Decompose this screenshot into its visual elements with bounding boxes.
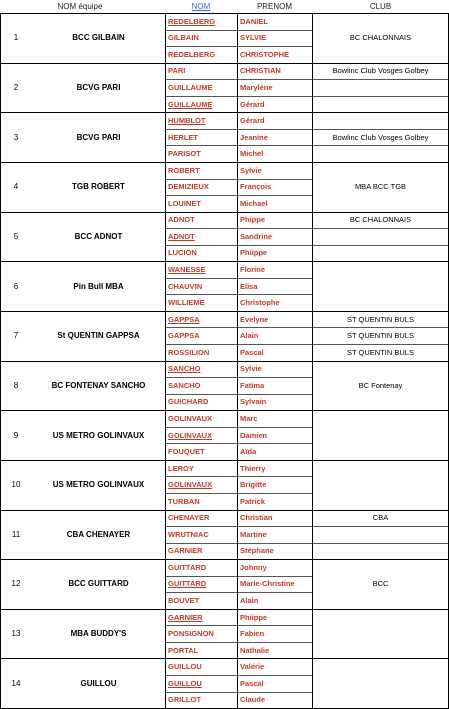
club-row-divider [312, 245, 449, 246]
player-first-name: Patrick [240, 496, 266, 506]
player-first-name: Claude [240, 695, 266, 705]
club-row-divider [312, 543, 449, 544]
row-divider [165, 278, 312, 279]
team-name: BCC GUITTARD [68, 579, 129, 589]
player-last-name: SANCHO [168, 380, 201, 390]
team-number: 7 [13, 331, 19, 341]
player-last-name: PONSIGNON [168, 629, 214, 639]
row-divider [165, 625, 312, 626]
player-club: ST QUENTIN BULS [347, 347, 414, 357]
player-last-name: GOLINVAUX [168, 413, 213, 423]
player-last-name[interactable]: GOLINVAUX [168, 430, 213, 440]
player-first-name: CHRISTOPHE [240, 49, 290, 59]
row-divider [165, 46, 312, 47]
player-first-name: François [240, 182, 272, 192]
player-last-name: GUILLAUME [168, 82, 213, 92]
row-divider [165, 294, 312, 295]
player-club: ST QUENTIN BULS [347, 314, 414, 324]
player-last-name: GUICHARD [168, 397, 209, 407]
team-name: BC FONTENAY SANCHO [51, 380, 146, 390]
team-name: US METRO GOLINVAUX [52, 480, 145, 490]
team-name: US METRO GOLINVAUX [52, 430, 145, 440]
player-first-name: Gérard [240, 116, 265, 126]
player-last-name[interactable]: HUMBLOT [168, 116, 206, 126]
player-first-name: Damien [240, 430, 268, 440]
header-nom[interactable]: NOM [191, 1, 211, 11]
player-last-name[interactable]: SANCHO [168, 364, 201, 374]
club-row-divider [312, 344, 449, 345]
club-name: BC CHALONNAIS [349, 33, 412, 43]
player-last-name: FOUQUET [168, 447, 205, 457]
player-last-name: BOUVET [168, 596, 200, 606]
player-first-name: Nathalie [240, 645, 270, 655]
player-last-name: WILLIEME [168, 298, 205, 308]
team-number: 5 [13, 231, 19, 241]
player-last-name[interactable]: GUILLOU [168, 678, 202, 688]
row-divider [165, 245, 312, 246]
row-divider [165, 427, 312, 428]
player-first-name: Marylène [240, 82, 273, 92]
group-divider [0, 361, 449, 362]
row-divider [165, 576, 312, 577]
row-divider [165, 377, 312, 378]
column-divider [165, 13, 166, 708]
club-row-divider [312, 327, 449, 328]
player-first-name: Fatima [240, 380, 265, 390]
row-divider [165, 96, 312, 97]
team-name: St QUENTIN GAPPSA [57, 331, 140, 341]
row-divider [165, 179, 312, 180]
team-name: BCVG PARI [76, 82, 121, 92]
player-last-name: ADNOT [168, 215, 195, 225]
player-first-name: Christian [240, 513, 273, 523]
player-first-name: Alain [240, 331, 259, 341]
player-last-name: CHAUVIN [168, 281, 203, 291]
player-first-name: Michael [240, 198, 268, 208]
team-number: 14 [11, 678, 21, 688]
player-first-name: Christophe [240, 298, 280, 308]
player-club: CBA [372, 513, 389, 523]
header-club: CLUB [369, 1, 392, 11]
group-divider [0, 112, 449, 113]
player-first-name: Aïda [240, 447, 257, 457]
player-first-name: Pascal [240, 678, 264, 688]
group-divider [0, 510, 449, 511]
row-divider [165, 543, 312, 544]
player-last-name: PORTAL [168, 645, 199, 655]
player-last-name: TURBAN [168, 496, 200, 506]
player-club: Bowlinc Club Vosges Golbey [332, 66, 429, 76]
club-name: BC Fontenay [358, 380, 403, 390]
team-number: 11 [11, 529, 21, 539]
player-last-name: DEMIZIEUX [168, 182, 209, 192]
player-last-name: LUCION [168, 248, 197, 258]
player-first-name: Brigitte [240, 480, 267, 490]
team-number: 1 [13, 33, 19, 43]
player-first-name: Elisa [240, 281, 258, 291]
player-last-name: CHENAYER [168, 513, 210, 523]
player-last-name: GRILLOT [168, 695, 201, 705]
group-divider [0, 63, 449, 64]
row-divider [165, 692, 312, 693]
player-first-name: Phiippe [240, 612, 268, 622]
club-row-divider [312, 129, 449, 130]
team-name: GUILLOU [80, 678, 117, 688]
player-first-name: Marie-Christine [240, 579, 295, 589]
club-row-divider [312, 228, 449, 229]
team-number: 10 [11, 480, 21, 490]
team-number: 9 [13, 430, 19, 440]
player-first-name: Phippe [240, 215, 266, 225]
team-name: BCVG PARI [76, 132, 121, 142]
player-last-name: GUILLOU [168, 662, 202, 672]
group-divider [0, 559, 449, 560]
group-divider [0, 658, 449, 659]
group-divider [0, 460, 449, 461]
player-first-name: Stéphane [240, 546, 274, 556]
group-divider [0, 311, 449, 312]
player-first-name: Thierry [240, 463, 266, 473]
player-first-name: Valérie [240, 662, 265, 672]
row-divider [165, 129, 312, 130]
row-divider [165, 443, 312, 444]
group-divider [0, 609, 449, 610]
player-last-name: ROSSILION [168, 347, 210, 357]
player-last-name[interactable]: GAPPSA [168, 314, 200, 324]
player-last-name[interactable]: ADNOT [168, 231, 195, 241]
team-name: MBA BUDDY'S [70, 629, 127, 639]
player-last-name[interactable]: GUITTARD [168, 579, 207, 589]
player-last-name: HERLET [168, 132, 198, 142]
player-last-name[interactable]: GOLINVAUX [168, 480, 213, 490]
player-last-name[interactable]: REDELBERG [168, 16, 216, 26]
player-first-name: Alain [240, 596, 259, 606]
group-divider [0, 410, 449, 411]
player-first-name: Pascal [240, 347, 264, 357]
player-last-name: GAPPSA [168, 331, 200, 341]
player-last-name[interactable]: GUILLAUME [168, 99, 213, 109]
header-team: NOM équipe [57, 1, 103, 11]
group-divider [0, 261, 449, 262]
player-club: BC CHALONNAIS [349, 215, 412, 225]
club-name: MBA BCC TGB [354, 182, 407, 192]
player-first-name: Michel [240, 149, 264, 159]
player-last-name: GARNIER [168, 546, 203, 556]
player-first-name: DANIEL [240, 16, 268, 26]
player-first-name: Fabien [240, 629, 265, 639]
row-divider [165, 476, 312, 477]
team-number: 8 [13, 380, 19, 390]
player-first-name: Sylvie [240, 364, 262, 374]
player-first-name: Martine [240, 529, 267, 539]
row-divider [165, 79, 312, 80]
club-row-divider [312, 96, 449, 97]
team-name: CBA CHENAYER [66, 529, 131, 539]
player-first-name: SYLVIE [240, 33, 267, 43]
player-last-name[interactable]: WANESSE [168, 265, 206, 275]
player-last-name: PARI [168, 66, 186, 76]
player-first-name: Johnny [240, 562, 267, 572]
player-club: Bowlinc Club Vosges Golbey [332, 132, 429, 142]
row-divider [165, 344, 312, 345]
player-last-name: ROBERT [168, 165, 200, 175]
team-number: 12 [11, 579, 21, 589]
row-divider [165, 30, 312, 31]
player-first-name: Sandrine [240, 231, 273, 241]
player-last-name[interactable]: GARNIER [168, 612, 203, 622]
player-last-name: LOUINET [168, 198, 201, 208]
player-first-name: Florine [240, 265, 266, 275]
row-divider [165, 228, 312, 229]
row-divider [165, 145, 312, 146]
column-divider [312, 13, 313, 708]
player-first-name: Sylvain [240, 397, 267, 407]
club-row-divider [312, 79, 449, 80]
player-last-name: REDELBERG [168, 49, 216, 59]
team-number: 4 [13, 182, 19, 192]
team-name: BCC GILBAIN [72, 33, 125, 43]
group-divider [0, 13, 449, 14]
player-first-name: Marc [240, 413, 258, 423]
player-first-name: Phiippe [240, 248, 268, 258]
player-club: ST QUENTIN BULS [347, 331, 414, 341]
group-divider [0, 212, 449, 213]
column-divider [0, 13, 1, 708]
player-first-name: Sylvie [240, 165, 262, 175]
player-first-name: CHRISTIAN [240, 66, 281, 76]
club-name: BCC [372, 579, 389, 589]
row-divider [165, 327, 312, 328]
column-divider [237, 13, 238, 708]
row-divider [165, 592, 312, 593]
club-row-divider [312, 526, 449, 527]
row-divider [165, 394, 312, 395]
player-last-name: GILBAIN [168, 33, 199, 43]
player-first-name: Jeanine [240, 132, 268, 142]
header-prenom: PRENOM [256, 1, 293, 11]
player-first-name: Gérard [240, 99, 265, 109]
player-first-name: Evelyne [240, 314, 269, 324]
player-last-name: LEROY [168, 463, 194, 473]
team-number: 3 [13, 132, 19, 142]
team-number: 6 [13, 281, 19, 291]
row-divider [165, 526, 312, 527]
player-last-name: WRUTNIAC [168, 529, 209, 539]
row-divider [165, 195, 312, 196]
club-row-divider [312, 145, 449, 146]
group-divider [0, 162, 449, 163]
row-divider [165, 642, 312, 643]
player-last-name: PARISOT [168, 149, 201, 159]
player-last-name: GUITTARD [168, 562, 207, 572]
row-divider [165, 675, 312, 676]
team-number: 13 [11, 629, 21, 639]
team-name: TGB ROBERT [72, 182, 125, 192]
team-name: BCC ADNOT [74, 231, 123, 241]
team-name: Pin Bull MBA [73, 281, 124, 291]
row-divider [165, 493, 312, 494]
team-number: 2 [13, 82, 19, 92]
